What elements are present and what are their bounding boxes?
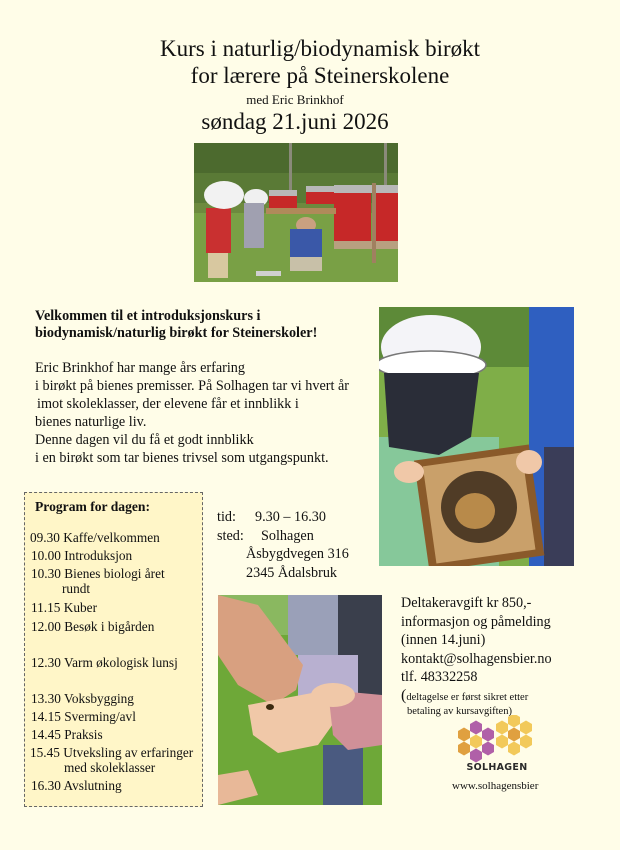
body-line: Eric Brinkhof har mange års erfaring — [35, 360, 245, 376]
time-value: 9.30 – 16.30 — [255, 509, 326, 525]
logo-name: SOLHAGEN — [466, 762, 528, 773]
program-item — [30, 530, 160, 545]
place-row — [217, 527, 349, 546]
body-line: i birøkt på bienes premisser. På Solhagen tar vi hvert år — [35, 378, 350, 394]
program-time: 16.30 — [31, 778, 61, 793]
program-item — [31, 709, 136, 724]
intro-heading — [35, 308, 317, 342]
intro-heading-line-2: biodynamisk/naturlig birøkt for Steinerskoler! — [35, 325, 318, 341]
program-text: Bienes biologi året — [64, 566, 165, 581]
program-text: Varm økologisk lunsj — [64, 655, 178, 670]
solhagen-logo-icon — [448, 715, 538, 767]
program-item — [31, 727, 103, 742]
deadline-line: (innen 14.juni) — [401, 632, 486, 648]
note-paren: ( — [401, 686, 407, 704]
program-time: 14.45 — [31, 727, 61, 742]
program-text: Introduksjon — [64, 548, 133, 563]
body-line: bienes naturlige liv. — [35, 414, 147, 430]
program-item — [31, 655, 178, 670]
time-row — [217, 508, 349, 527]
program-text: Avslutning — [63, 778, 122, 793]
place-name: Solhagen — [261, 527, 314, 544]
program-text: Sverming/avl — [64, 709, 136, 724]
title-line-1: Kurs i naturlig/biodynamisk birøkt — [159, 36, 481, 61]
program-time: 12.30 — [31, 655, 61, 670]
program-text: Besøk i bigården — [64, 619, 155, 634]
program-time: 10.00 — [31, 548, 61, 563]
program-item — [31, 778, 122, 793]
program-text-continued: rundt — [62, 581, 91, 596]
program-time: 14.15 — [31, 709, 61, 724]
course-date: søndag 21.juni 2026 — [201, 109, 389, 134]
program-item — [31, 691, 134, 706]
program-text-continued: med skoleklasser — [64, 760, 156, 775]
intro-heading-line-1: Velkommen til et introduksjonskurs i — [35, 308, 261, 324]
address-line-2: 2345 Ådalsbruk — [246, 564, 338, 581]
program-time: 11.15 — [31, 600, 61, 615]
program-heading: Program for dagen: — [35, 499, 151, 514]
payment-note-line-2: betaling av kursavgiften) — [407, 706, 512, 717]
contact-phone: tlf. 48332258 — [401, 669, 478, 685]
program-text: Kaffe/velkommen — [63, 530, 160, 545]
program-item — [31, 600, 97, 615]
program-box — [24, 492, 203, 807]
body-line: imot skoleklasser, der elevene får et innblikk i — [37, 396, 299, 412]
program-text: Praksis — [64, 727, 103, 742]
body-line: i en birøkt som tar bienes trivsel som utgangspunkt. — [35, 450, 329, 466]
honeycomb-frame-photo — [379, 307, 574, 566]
program-time: 09.30 — [30, 530, 60, 545]
website-link[interactable]: www.solhagensbier — [452, 780, 539, 792]
title-line-2: for lærere på Steinerskolene — [190, 63, 450, 88]
time-and-place — [217, 508, 349, 582]
info-line: informasjon og påmelding — [401, 613, 551, 630]
program-time: 12.00 — [31, 619, 61, 634]
program-time: 10.30 — [31, 566, 61, 581]
bee-in-hand-photo — [218, 595, 382, 805]
time-label: tid: — [217, 509, 236, 525]
program-item — [31, 548, 132, 563]
payment-note-line-1 — [401, 687, 552, 706]
program-item — [31, 619, 154, 634]
contact-email[interactable]: kontakt@solhagensbier.no — [401, 650, 552, 667]
subtitle: med Eric Brinkhof — [246, 92, 344, 107]
program-text: Utveksling av erfaringer — [63, 745, 194, 760]
body-line: Denne dagen vil du få et godt innblikk — [35, 432, 254, 448]
intro-body — [35, 359, 349, 467]
place-label: sted: — [217, 527, 244, 544]
program-time: 15.45 — [30, 745, 60, 760]
fee-line: Deltakeravgift kr 850,- — [401, 595, 532, 611]
registration-info — [401, 594, 552, 718]
program-text: Voksbygging — [64, 691, 134, 706]
beehive-photo — [194, 143, 398, 282]
program-text: Kuber — [63, 600, 97, 615]
program-item — [31, 566, 165, 596]
program-time: 13.30 — [31, 691, 61, 706]
program-item — [30, 745, 193, 775]
note-text: deltagelse er først sikret etter — [406, 691, 529, 703]
address-line-1: Åsbygdvegen 316 — [246, 546, 349, 562]
